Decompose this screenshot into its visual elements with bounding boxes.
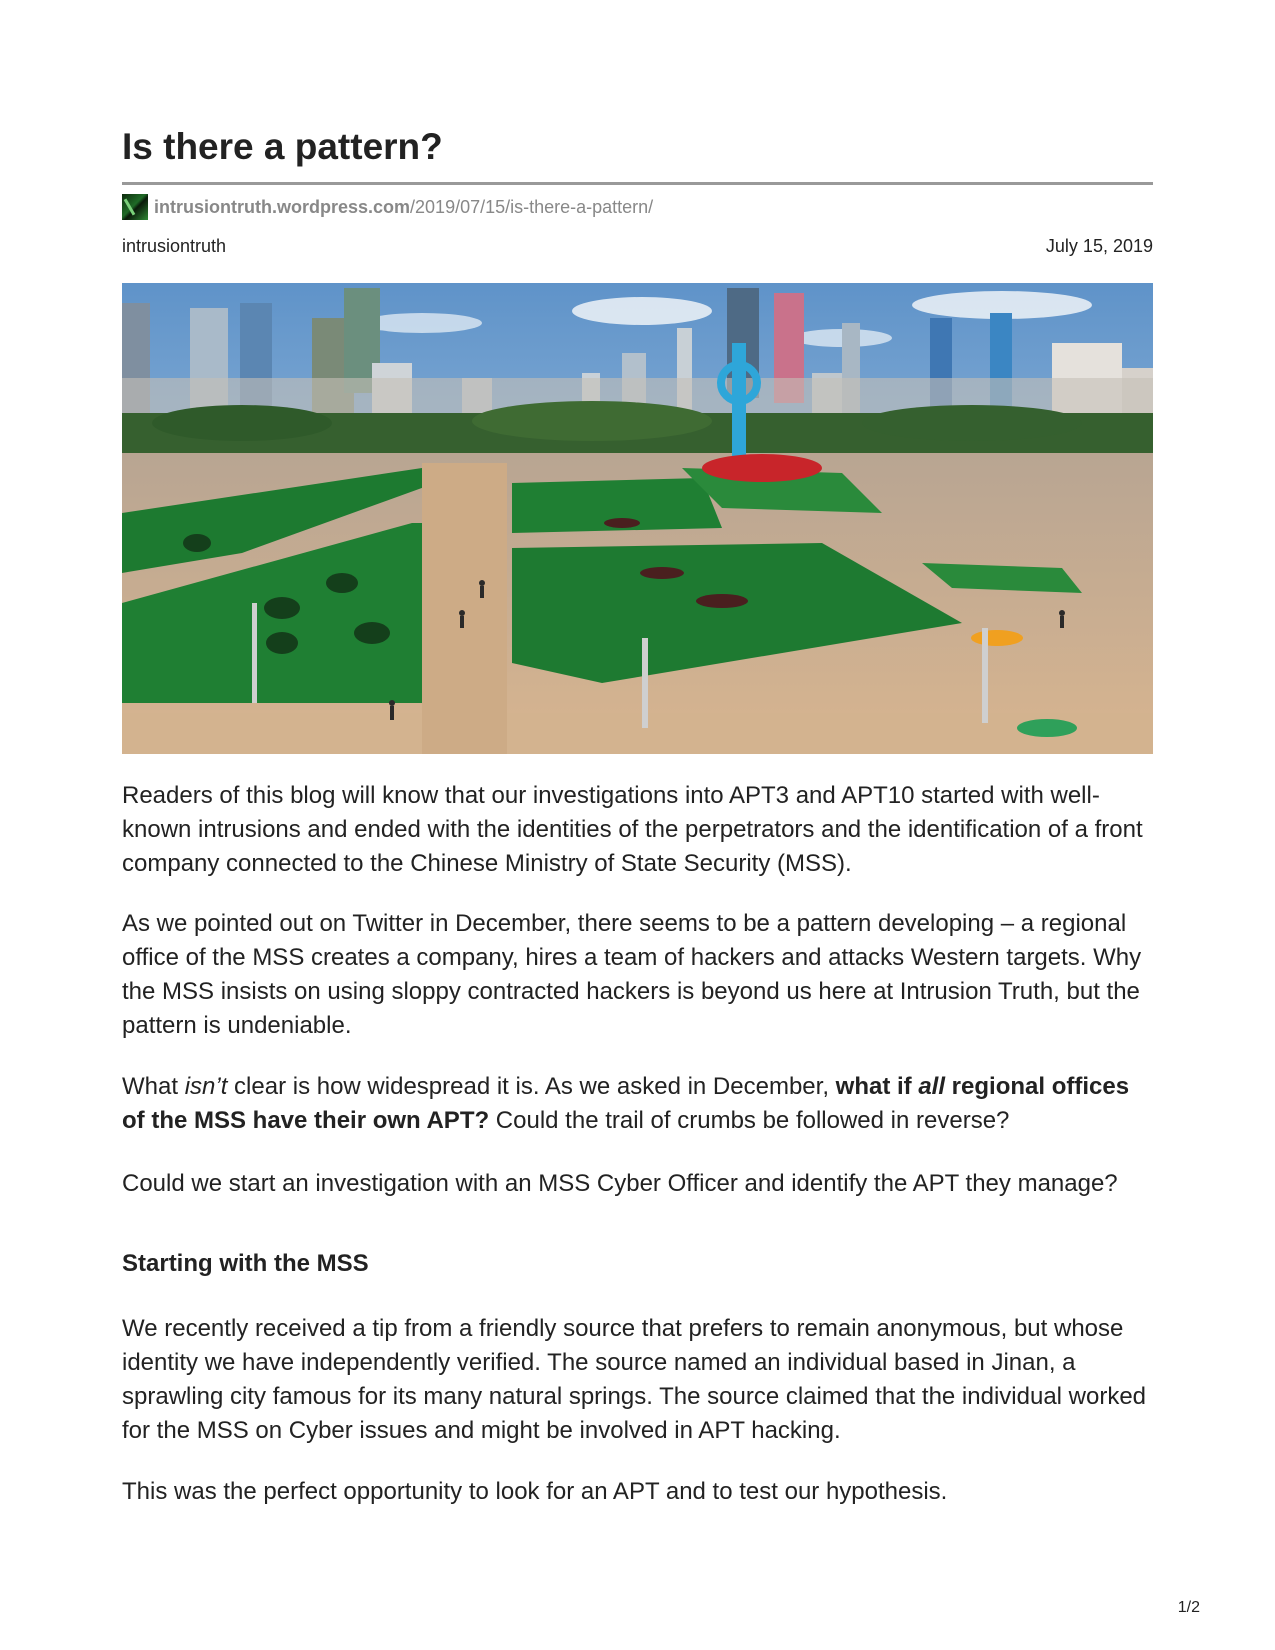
- paragraph-2: As we pointed out on Twitter in December, there seems to be a pattern developing – a regional office of the MSS creates a company, hires a team of hackers and attacks Western targets. Why the MSS insists on using sloppy contracted hackers is beyond us here at Intrusion Truth, but the pattern is undeniable.: [122, 910, 1142, 1039]
- p3-text-mid: clear is how widespread it is. As we asked in December,: [227, 1073, 836, 1100]
- source-line[interactable]: [122, 194, 653, 220]
- p3-bold-rest: regional offices of the MSS have their own APT?: [122, 1073, 1130, 1134]
- p3-text-start: What: [122, 1073, 185, 1100]
- p3-italic-isnt: isn’t: [184, 1073, 228, 1100]
- site-favicon-icon: [122, 194, 148, 220]
- paragraph-5: We recently received a tip from a friendly source that prefers to remain anonymous, but whose identity we have independently verified. The source named an individual based in Jinan, a sprawling city famous for its many natural springs. The source claimed that the individual worked for the MSS on Cyber issues and might be involved in APT hacking.: [122, 1315, 1147, 1444]
- title-divider: [122, 182, 1153, 185]
- p3-bold-what-if: what if: [835, 1073, 919, 1100]
- paragraph-4: Could we start an investigation with an MSS Cyber Officer and identify the APT they manage?: [122, 1170, 1118, 1197]
- p3-bold-italic-all: all: [918, 1073, 946, 1100]
- source-path[interactable]: /2019/07/15/is-there-a-pattern/: [410, 196, 654, 217]
- source-domain[interactable]: intrusiontruth.wordpress.com: [154, 196, 411, 217]
- paragraph-6: This was the perfect opportunity to look for an APT and to test our hypothesis.: [122, 1478, 948, 1505]
- author-name: intrusiontruth: [122, 236, 227, 256]
- page-number: 1/2: [1177, 1599, 1200, 1616]
- article-title: Is there a pattern?: [122, 126, 443, 167]
- publish-date: July 15, 2019: [1045, 236, 1153, 256]
- paragraph-1: Readers of this blog will know that our investigations into APT3 and APT10 started with well-known intrusions and ended with the identities of the perpetrators and the identification of a front company connected to the Chinese Ministry of State Security (MSS).: [122, 782, 1143, 877]
- paragraph-3: [122, 1070, 1153, 1138]
- p3-text-end: Could the trail of crumbs be followed in reverse?: [489, 1107, 1010, 1134]
- hero-image-city-square: [122, 283, 1153, 754]
- section-heading: Starting with the MSS: [122, 1250, 369, 1277]
